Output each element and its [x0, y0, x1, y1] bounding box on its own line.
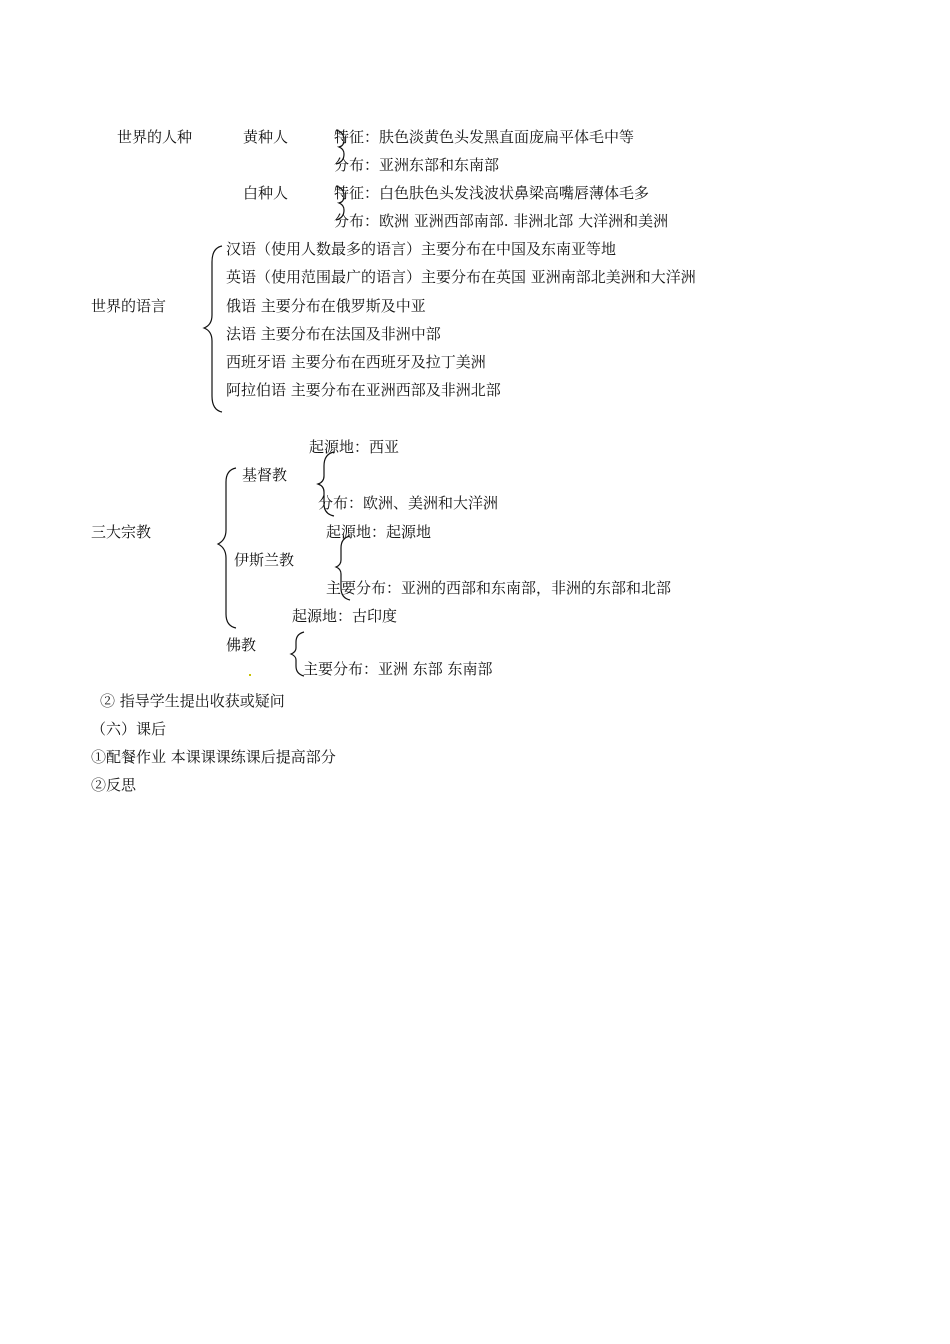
yellow-race-feature: 特征：肤色淡黄色头发黑直面庞扁平体毛中等 [334, 128, 635, 146]
footer-line: ② 指导学生提出收获或疑问 [100, 692, 285, 710]
language-item: 英语（使用范围最广的语言）主要分布在英国 亚洲南部北美洲和大洋洲 [226, 268, 696, 286]
christianity-distribution: 分布：欧洲、美洲和大洋洲 [318, 494, 499, 512]
islam-distribution: 主要分布：亚洲的西部和东南部，非洲的东部和北部 [326, 579, 672, 597]
language-item: 西班牙语 主要分布在西班牙及拉丁美洲 [226, 353, 486, 371]
christianity-label: 基督教 [242, 466, 288, 484]
language-item: 法语 主要分布在法国及非洲中部 [226, 325, 441, 343]
language-item: 汉语（使用人数最多的语言）主要分布在中国及东南亚等地 [226, 240, 617, 258]
buddhism-origin: 起源地：古印度 [292, 607, 398, 625]
buddhism-distribution: 主要分布：亚洲 东部 东南部 [303, 660, 493, 678]
footer-line: （六）课后 [91, 720, 167, 738]
footer-line: ②反思 [91, 776, 137, 794]
religion-title: 三大宗教 [91, 523, 152, 541]
stray-dot [249, 674, 251, 676]
islam-label: 伊斯兰教 [234, 551, 295, 569]
buddhism-label: 佛教 [226, 636, 257, 654]
islam-origin: 起源地：起源地 [326, 523, 432, 541]
language-item: 俄语 主要分布在俄罗斯及中亚 [226, 297, 426, 315]
religion-brace [218, 468, 236, 628]
footer-line: ①配餐作业 本课课课练课后提高部分 [91, 748, 336, 766]
christianity-origin: 起源地：西亚 [309, 438, 400, 456]
yellow-race-distribution: 分布：亚洲东部和东南部 [334, 156, 500, 174]
white-race-feature: 特征：白色肤色头发浅波状鼻梁高嘴唇薄体毛多 [334, 184, 650, 202]
language-title: 世界的语言 [91, 297, 167, 315]
language-brace [204, 246, 222, 412]
white-race-distribution: 分布：欧洲 亚洲西部南部. 非洲北部 大洋洲和美洲 [334, 212, 669, 230]
white-race-label: 白种人 [243, 184, 289, 202]
language-item: 阿拉伯语 主要分布在亚洲西部及非洲北部 [226, 381, 501, 399]
race-title: 世界的人种 [117, 128, 193, 146]
yellow-race-label: 黄种人 [243, 128, 289, 146]
